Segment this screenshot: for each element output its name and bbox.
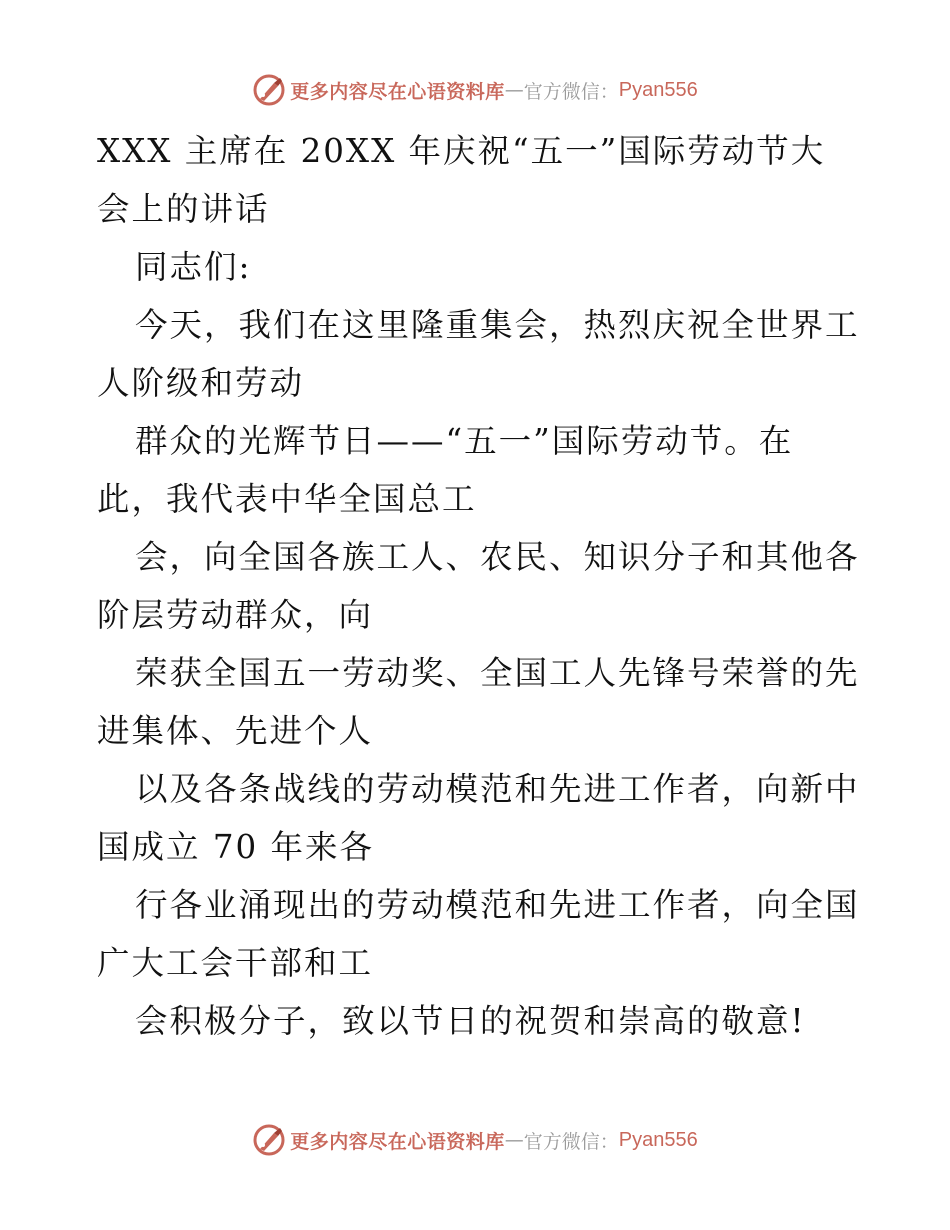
- paragraph-line: 行各业涌现出的劳动模范和先进工作者，向全国: [135, 886, 860, 924]
- paragraph-line: 人阶级和劳动: [97, 364, 305, 402]
- paragraph-line: 会，向全国各族工人、农民、知识分子和其他各: [135, 538, 860, 576]
- banner-wechat-id: Pyan556: [618, 1128, 698, 1151]
- banner-dash: —: [504, 79, 524, 101]
- paragraph-line: 此，我代表中华全国总工: [97, 480, 477, 518]
- paragraph-line: 荣获全国五一劳动奖、全国工人先锋号荣誉的先: [135, 654, 860, 692]
- quill-pen-logo-icon: [252, 1123, 286, 1157]
- banner-wechat-id: Pyan556: [618, 78, 698, 101]
- banner-slogan: 更多内容尽在心语资料库: [290, 80, 505, 103]
- banner-dash: —: [504, 1129, 524, 1151]
- footer-banner: [0, 1120, 950, 1160]
- paragraph-line: 会积极分子，致以节日的祝贺和崇高的敬意!: [135, 1002, 806, 1040]
- header-banner: [0, 70, 950, 110]
- banner-wechat-label: 官方微信：: [523, 80, 619, 103]
- paragraph-line: 阶层劳动群众，向: [97, 596, 374, 634]
- salutation: 同志们:: [135, 248, 252, 286]
- paragraph-line: 今天，我们在这里隆重集会，热烈庆祝全世界工: [135, 306, 860, 344]
- title-line: XXX 主席在 20XX 年庆祝“五一”国际劳动节大: [97, 132, 826, 170]
- paragraph-line: 进集体、先进个人: [97, 712, 374, 750]
- quill-pen-logo-icon: [252, 73, 286, 107]
- paragraph-line: 广大工会干部和工: [97, 944, 374, 982]
- banner-wechat-label: 官方微信：: [523, 1130, 619, 1153]
- paragraph-line: 以及各条战线的劳动模范和先进工作者，向新中: [135, 770, 860, 808]
- banner-slogan: 更多内容尽在心语资料库: [290, 1130, 505, 1153]
- title-line: 会上的讲话: [97, 190, 270, 228]
- document-body: [97, 122, 860, 1050]
- paragraph-line: 群众的光辉节日——“五一”国际劳动节。在: [135, 422, 794, 460]
- paragraph-line: 国成立 70 年来各: [97, 828, 375, 866]
